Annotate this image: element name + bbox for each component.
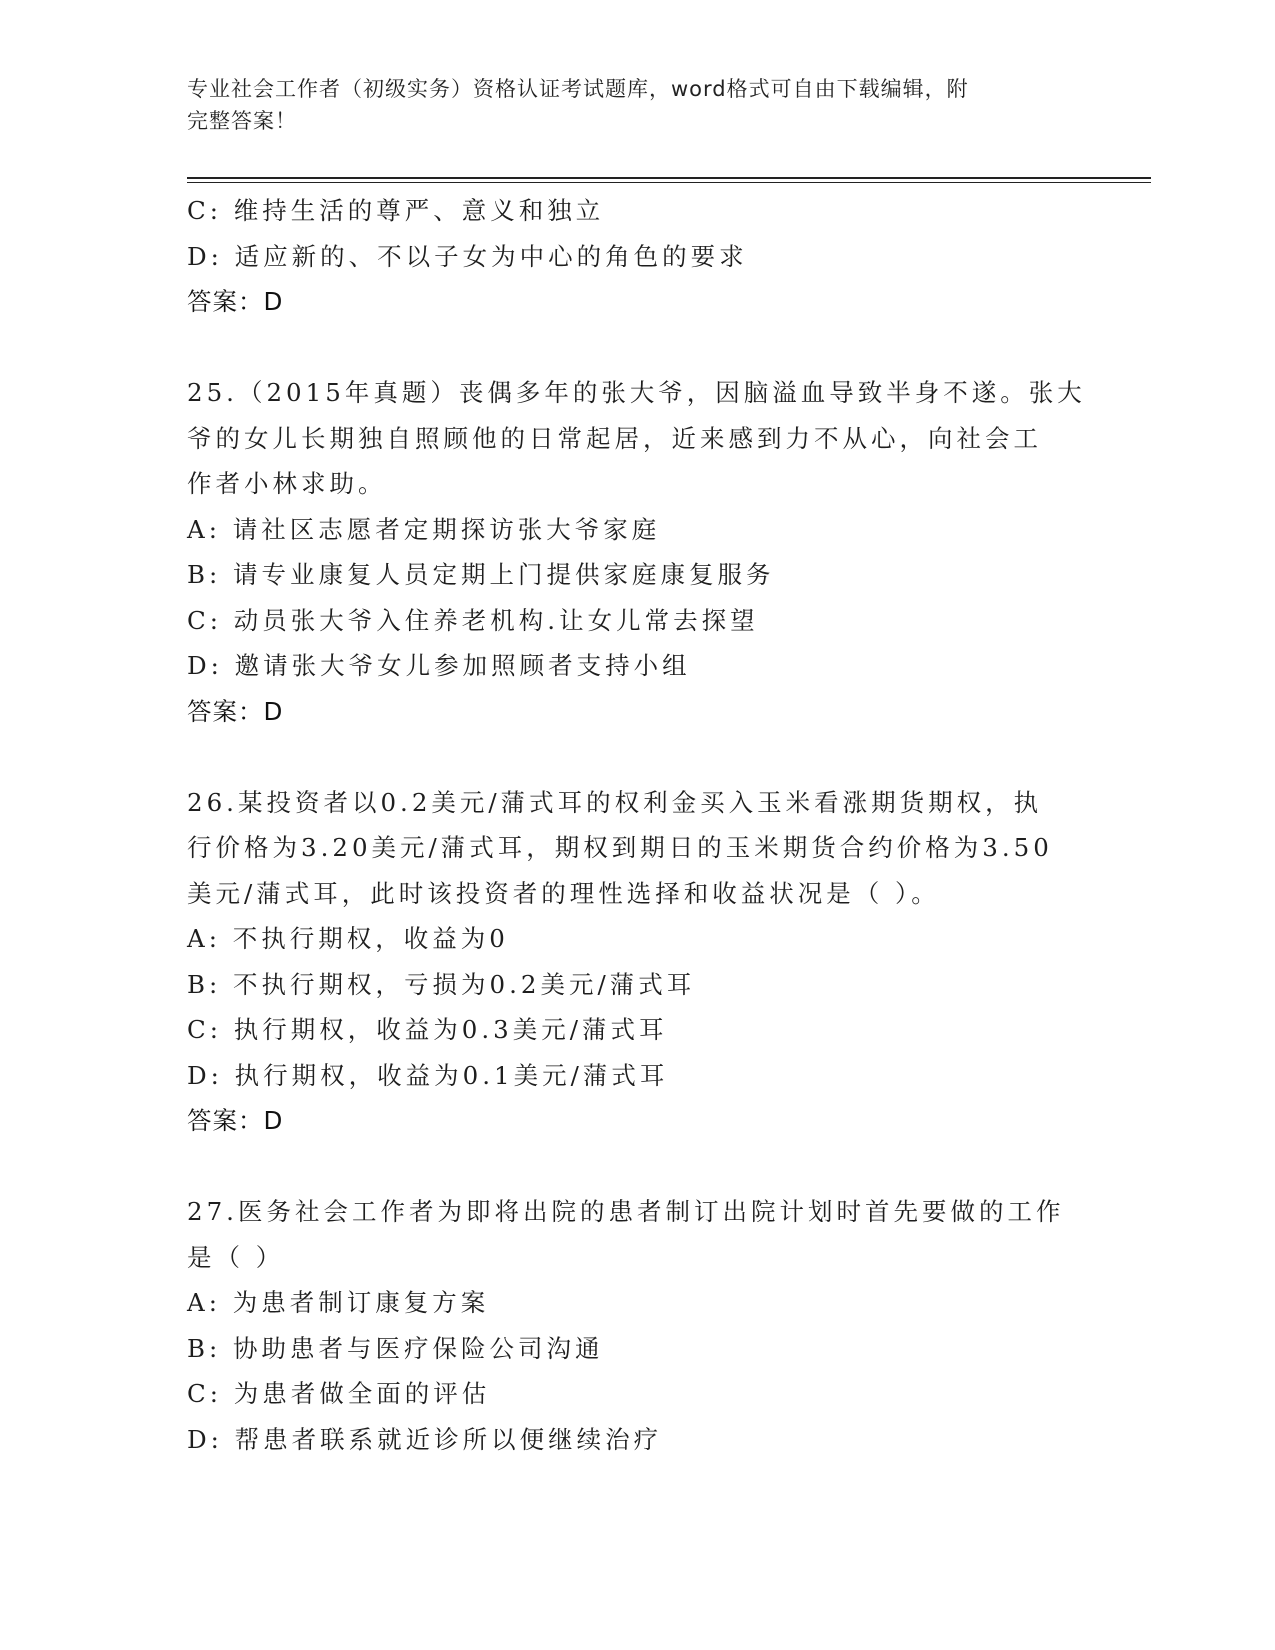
header-divider [187,177,1151,179]
option-b: B: 请专业康复人员定期上门提供家庭康复服务 [187,560,775,589]
header-title-line-1: 专业社会工作者（初级实务）资格认证考试题库，word格式可自由下载编辑，附 [187,77,969,101]
option-a: A: 不执行期权，收益为0 [187,924,509,953]
option-d: D: 适应新的、不以子女为中心的角色的要求 [187,241,748,271]
question-stem-line: 爷的女儿长期独自照顾他的日常起居，近来感到力不从心，向社会工 [187,423,1042,453]
spacer [187,325,1087,371]
question-block-prev [187,188,1087,325]
option-a: A: 请社区志愿者定期探访张大爷家庭 [187,514,661,544]
question-stem-line: 26.某投资者以0.2美元/蒲式耳的权利金买入玉米看涨期货期权，执 [187,787,1043,817]
answer-line: 答案：D [187,1106,284,1135]
option-d: D: 邀请张大爷女儿参加照顾者支持小组 [187,651,691,680]
question-stem-line: 27.医务社会工作者为即将出院的患者制订出院计划时首先要做的工作 [187,1197,1065,1226]
option-d: D: 帮患者联系就近诊所以便继续治疗 [187,1424,663,1454]
page-header [187,73,1067,137]
header-divider-thin [187,182,1151,183]
option-c: C: 维持生活的尊严、意义和独立 [187,196,605,225]
option-c: C: 执行期权，收益为0.3美元/蒲式耳 [187,1015,668,1044]
question-block-26 [187,780,1087,1144]
option-a: A: 为患者制订康复方案 [187,1288,490,1317]
answer-line: 答案：D [187,287,284,316]
option-b: B: 不执行期权，亏损为0.2美元/蒲式耳 [187,969,696,999]
question-stem-line: 行价格为3.20美元/蒲式耳，期权到期日的玉米期货合约价格为3.50 [187,833,1053,862]
spacer [187,734,1087,780]
option-c: C: 为患者做全面的评估 [187,1379,491,1408]
header-title-line-2: 完整答案！ [187,109,297,133]
option-d: D: 执行期权，收益为0.1美元/蒲式耳 [187,1060,669,1090]
question-block-25 [187,370,1087,734]
question-stem-line: 作者小林求助。 [187,469,387,498]
question-block-27 [187,1189,1087,1462]
option-b: B: 协助患者与医疗保险公司沟通 [187,1333,604,1363]
question-stem-line: 25.（2015年真题）丧偶多年的张大爷，因脑溢血导致半身不遂。张大 [187,378,1086,407]
question-list [187,188,1087,1462]
question-stem-line: 是（ ） [187,1242,285,1272]
option-c: C: 动员张大爷入住养老机构.让女儿常去探望 [187,605,759,635]
question-stem-line: 美元/蒲式耳，此时该投资者的理性选择和收益状况是（ ）。 [187,878,940,908]
answer-line: 答案：D [187,696,284,726]
spacer [187,1144,1087,1190]
